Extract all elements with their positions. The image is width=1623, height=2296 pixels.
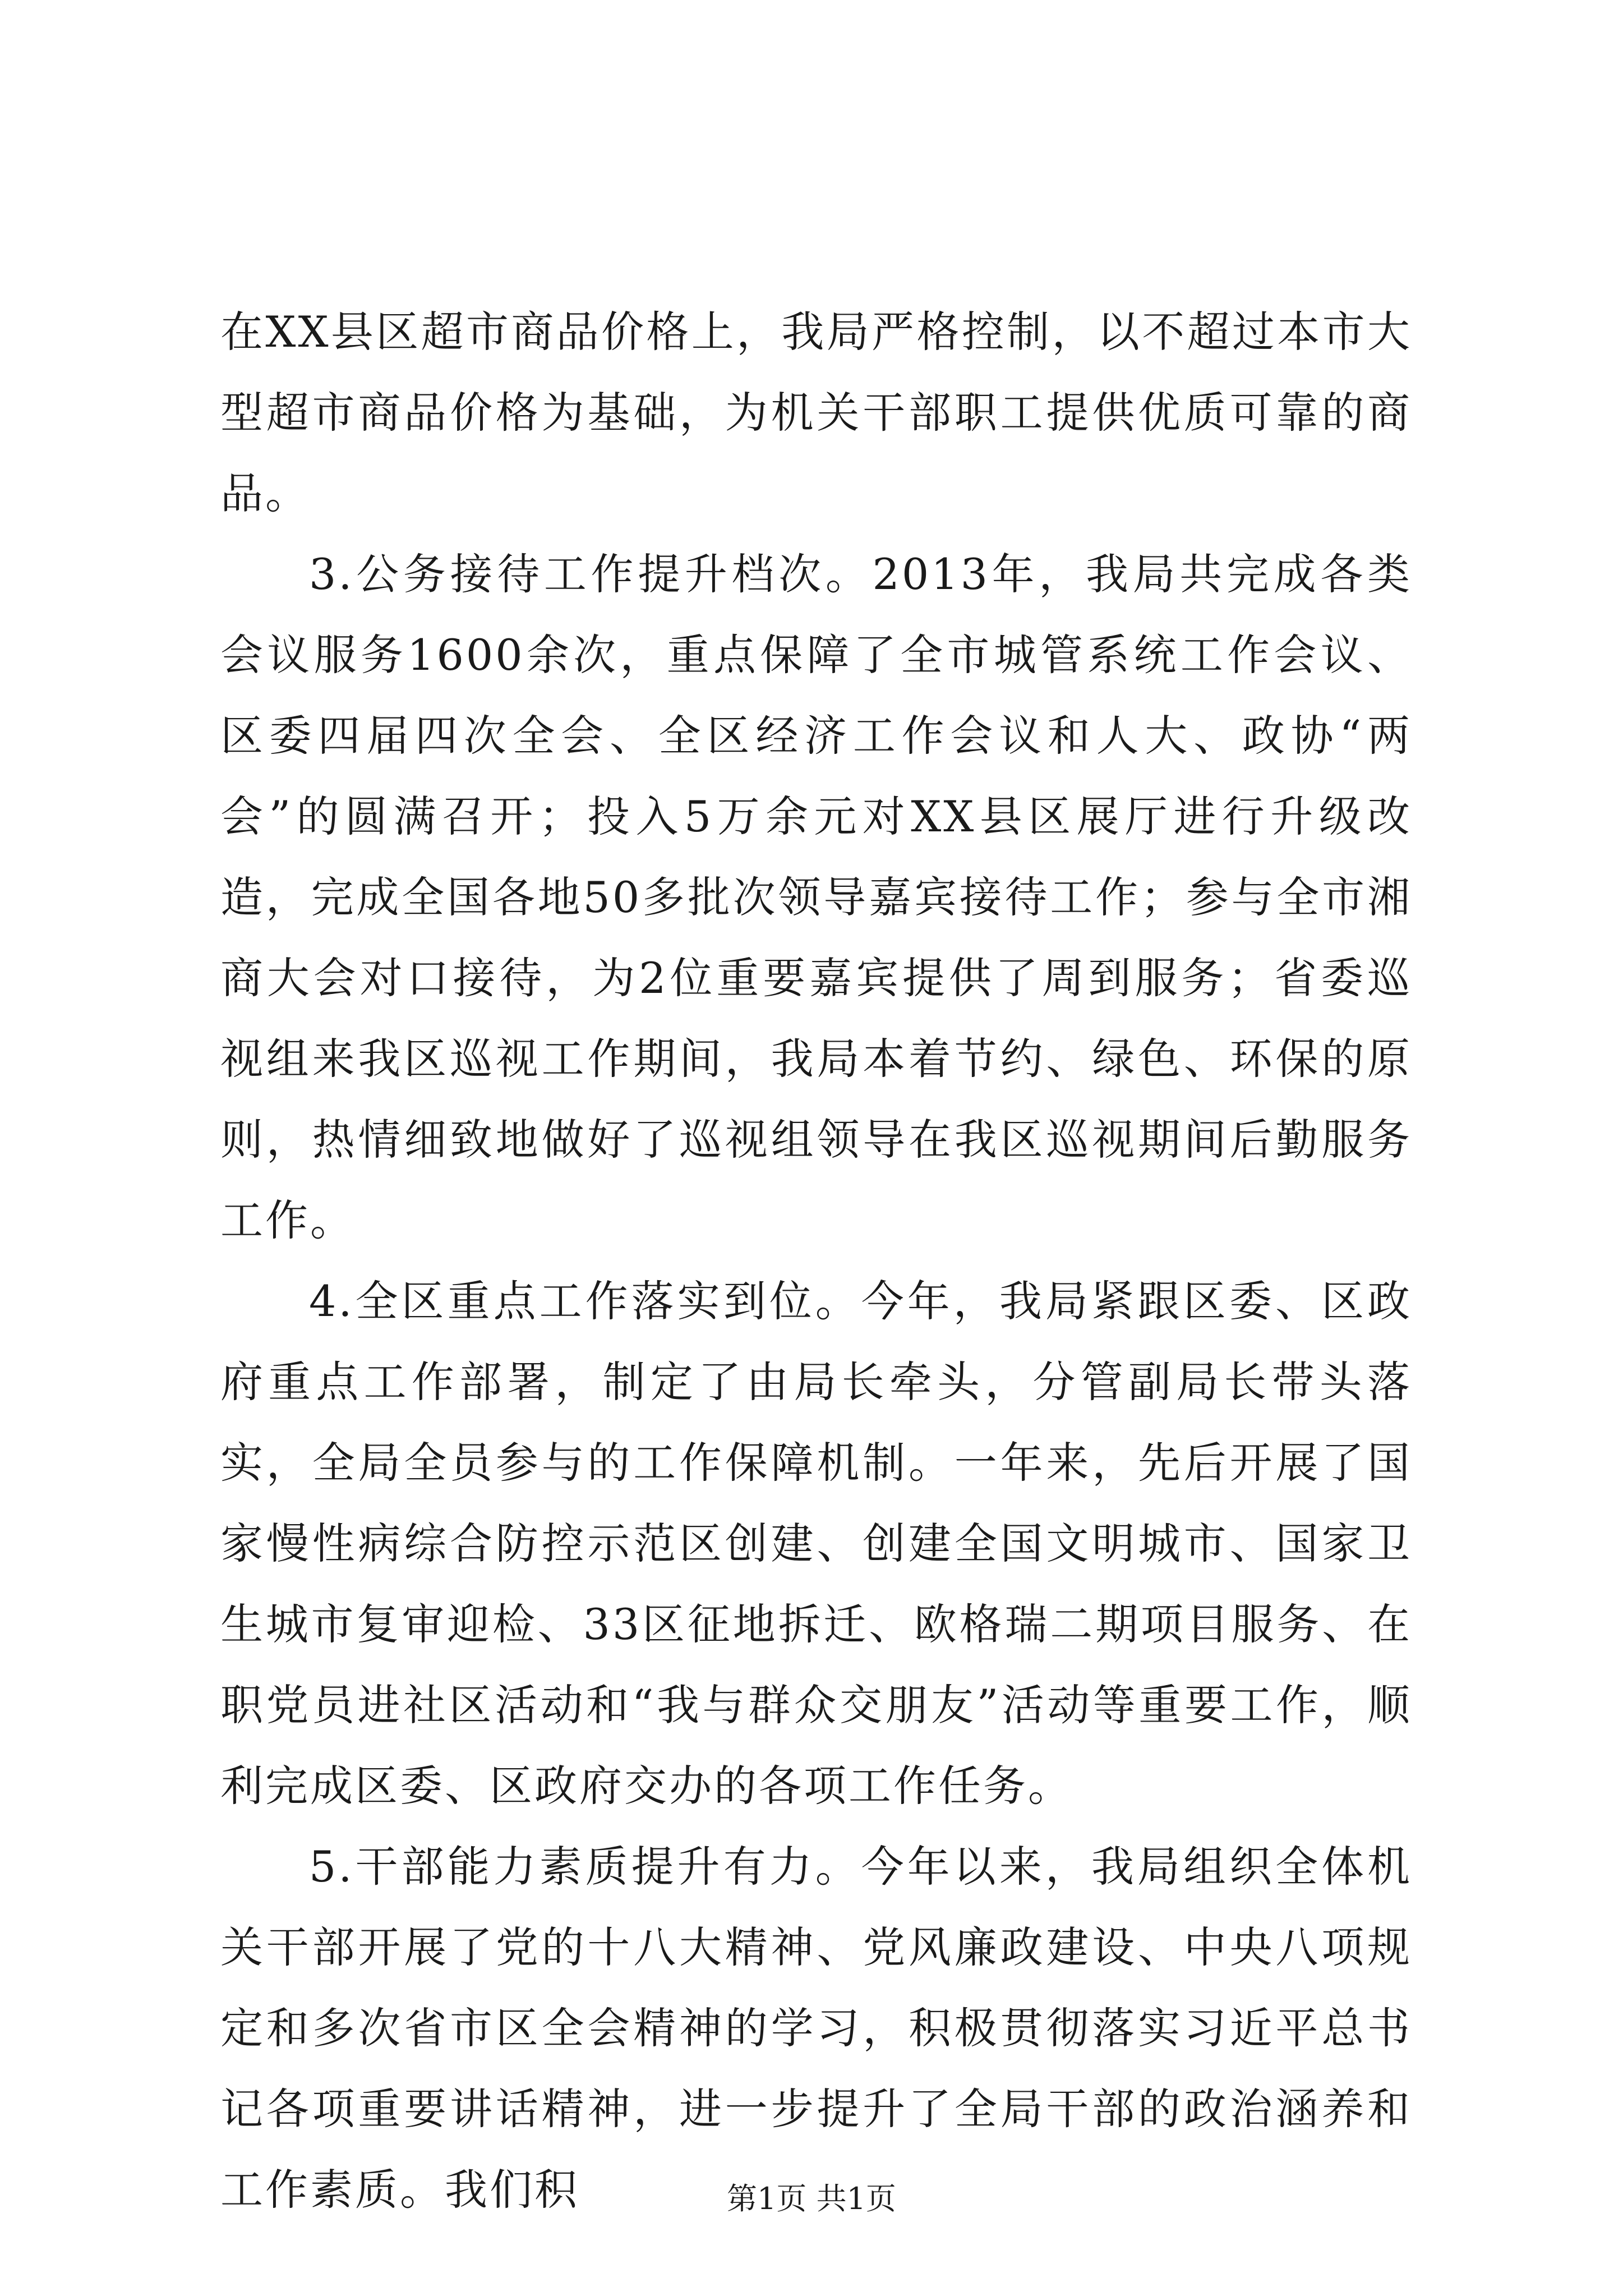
paragraph-1: 在XX县区超市商品价格上，我局严格控制，以不超过本市大型超市商品价格为基础，为机关干部职工提供优质可靠的商品。 xyxy=(220,307,1412,518)
paragraph-4: 5.干部能力素质提升有力。今年以来，我局组织全体机关干部开展了党的十八大精神、党风廉政建设、中央八项规定和多次省市区全会精神的学习，积极贯彻落实习近平总书记各项重要讲话精神，进一步提升了全局干部的政治涵养和工作素质。我们积 xyxy=(220,1842,1412,2215)
page-footer: 第1页 共1页 xyxy=(727,2181,896,2216)
paragraph-2: 3.公务接待工作提升档次。2013年，我局共完成各类会议服务1600余次，重点保障了全市城管系统工作会议、区委四届四次全会、全区经济工作会议和人大、政协“两会”的圆满召开；投入5万余元对XX县区展厅进行升级改造，完成全国各地50多批次领导嘉宾接待工作；参与全市湘商大会对口接待，为2位重要嘉宾提供了周到服务；省委巡视组来我区巡视工作期间，我局本着节约、绿色、环保的原则，热情细致地做好了巡视组领导在我区巡视期间后勤服务工作。 xyxy=(220,549,1412,1245)
document-body xyxy=(220,292,1412,2230)
paragraph-3: 4.全区重点工作落实到位。今年，我局紧跟区委、区政府重点工作部署，制定了由局长牵头，分管副局长带头落实，全局全员参与的工作保障机制。一年来，先后开展了国家慢性病综合防控示范区创建、创建全国文明城市、国家卫生城市复审迎检、33区征地拆迁、欧格瑞二期项目服务、在职党员进社区活动和“我与群众交朋友”活动等重要工作，顺利完成区委、区政府交办的各项工作任务。 xyxy=(220,1276,1412,1811)
